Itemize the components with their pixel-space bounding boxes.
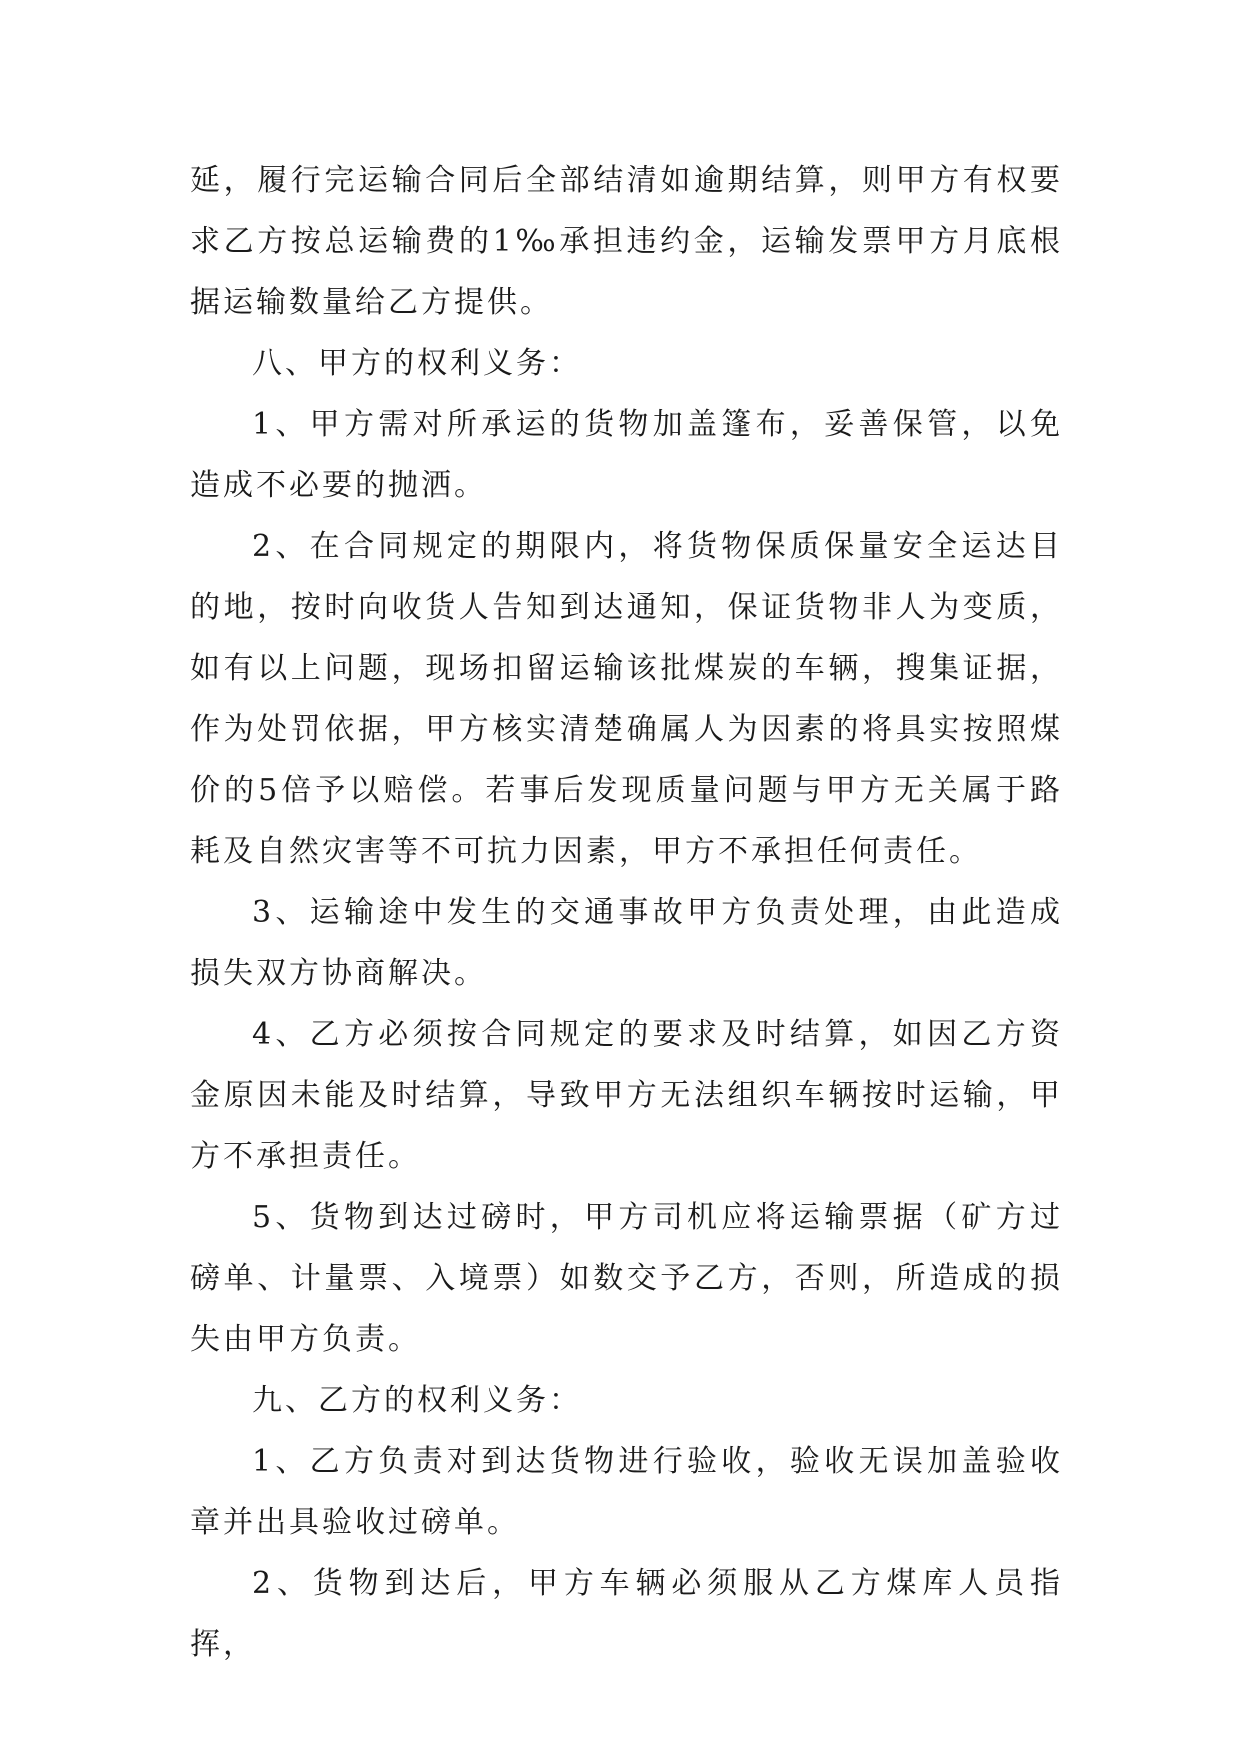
section-heading-party-a-rights: 八、甲方的权利义务： bbox=[252, 346, 582, 381]
party-a-clause-5: 5、货物到达过磅时，甲方司机应将运输票据（矿方过磅单、计量票、入境票）如数交予乙方，否则，所造成的损失由甲方负责。 bbox=[190, 1200, 1063, 1357]
party-b-clause-1: 1、乙方负责对到达货物进行验收，验收无误加盖验收章并出具验收过磅单。 bbox=[190, 1444, 1063, 1540]
party-a-clause-4: 4、乙方必须按合同规定的要求及时结算，如因乙方资金原因未能及时结算，导致甲方无法组织车辆按时运输，甲方不承担责任。 bbox=[190, 1017, 1063, 1174]
party-a-clause-2: 2、在合同规定的期限内，将货物保质保量安全运达目的地，按时向收货人告知到达通知，保证货物非人为变质，如有以上问题，现场扣留运输该批煤炭的车辆，搜集证据，作为处罚依据，甲方核实清楚确属人为因素的将具实按照煤价的5倍予以赔偿。若事后发现质量问题与甲方无关属于路耗及自然灾害等不可抗力因素，甲方不承担任何责任。 bbox=[190, 529, 1063, 869]
party-b-clause-2: 2、货物到达后，甲方车辆必须服从乙方煤库人员指挥， bbox=[190, 1566, 1063, 1662]
section-heading-party-b-rights: 九、乙方的权利义务： bbox=[252, 1383, 582, 1418]
paragraph-settlement-continued: 延，履行完运输合同后全部结清如逾期结算，则甲方有权要求乙方按总运输费的1‰承担违约金，运输发票甲方月底根据运输数量给乙方提供。 bbox=[190, 163, 1063, 320]
party-a-clause-3: 3、运输途中发生的交通事故甲方负责处理，由此造成损失双方协商解决。 bbox=[190, 895, 1063, 991]
party-a-clause-1: 1、甲方需对所承运的货物加盖篷布，妥善保管，以免造成不必要的抛洒。 bbox=[190, 407, 1063, 503]
